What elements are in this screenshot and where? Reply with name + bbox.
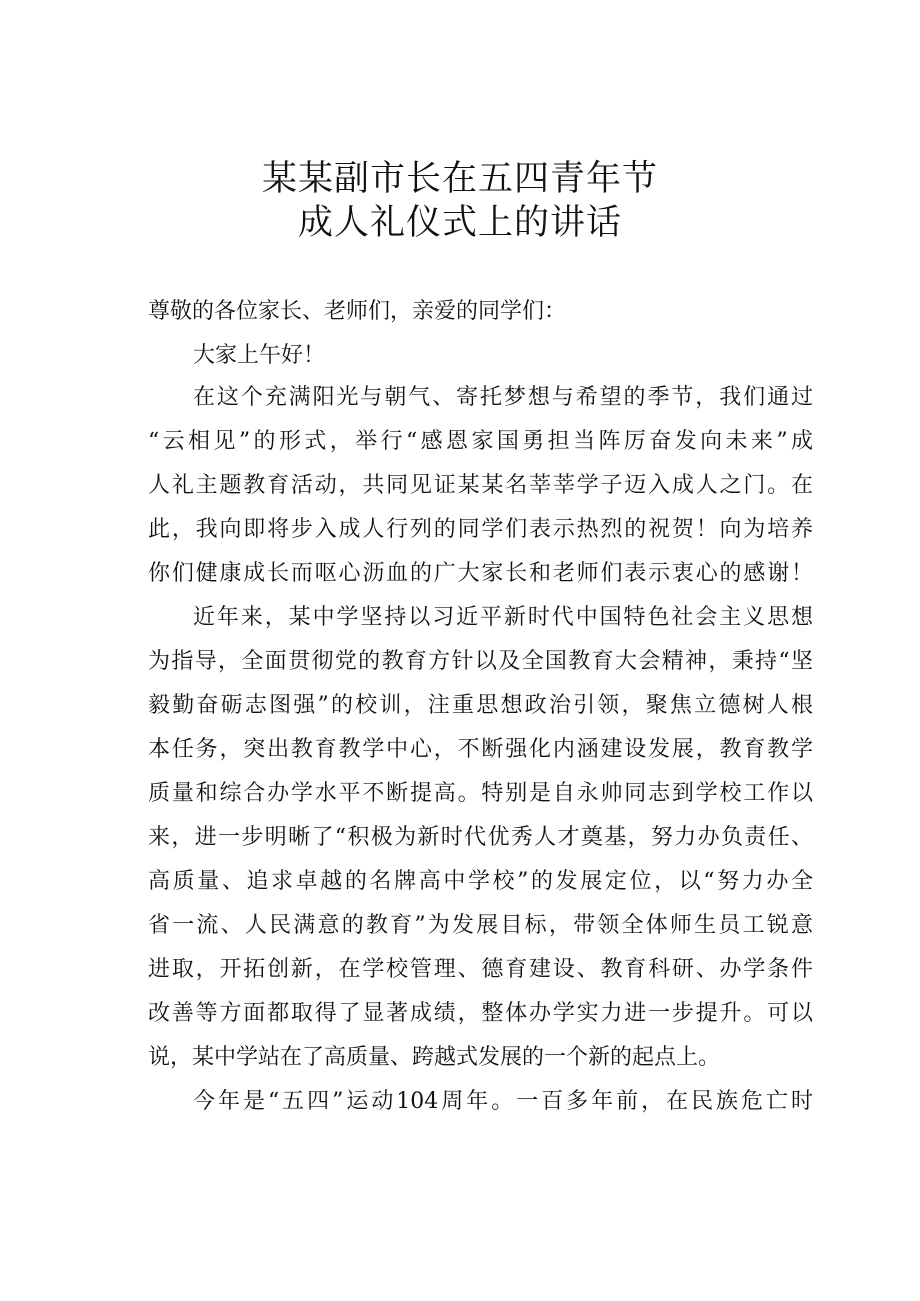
- body-line: 来，进一步明晰了“积极为新时代优秀人才奠基，努力办负责任、: [148, 825, 813, 850]
- body-line: 近年来，某中学坚持以习近平新时代中国特色社会主义思想: [193, 605, 813, 630]
- body-line: 你们健康成长而呕心沥血的广大家长和老师们表示衷心的感谢！: [148, 561, 813, 586]
- body-line: “云相见”的形式，举行“感恩家国勇担当阵厉奋发向未来”成: [148, 429, 813, 454]
- document-title-line-1: 某某副市长在五四青年节: [261, 159, 658, 199]
- body-line: 省一流、人民满意的教育”为发展目标，带领全体师生员工锐意: [148, 913, 813, 938]
- body-line: 人礼主题教育活动，共同见证某某名莘莘学子迈入成人之门。在: [148, 473, 813, 498]
- body-line: 进取，开拓创新，在学校管理、德育建设、教育科研、办学条件: [148, 957, 813, 982]
- body-line: 毅勤奋砺志图强”的校训，注重思想政治引领，聚焦立德树人根: [148, 693, 813, 718]
- body-line: 为指导，全面贯彻党的教育方针以及全国教育大会精神，秉持“坚: [148, 649, 813, 674]
- document-title-line-2: 成人礼仪式上的讲话: [297, 203, 622, 243]
- body-line: 质量和综合办学水平不断提高。特别是自永帅同志到学校工作以: [148, 781, 813, 806]
- body-line: 今年是“五四”运动104周年。一百多年前，在民族危亡时: [193, 1089, 813, 1114]
- greeting: 大家上午好！: [193, 343, 326, 368]
- body-line: 高质量、追求卓越的名牌高中学校”的发展定位，以“努力办全: [148, 869, 813, 894]
- body-line: 说，某中学站在了高质量、跨越式发展的一个新的起点上。: [148, 1045, 721, 1070]
- body-line: 此，我向即将步入成人行列的同学们表示热烈的祝贺！向为培养: [148, 517, 813, 542]
- salutation: 尊敬的各位家长、老师们，亲爱的同学们：: [148, 299, 567, 324]
- body-line: 本任务，突出教育教学中心，不断强化内涵建设发展，教育教学: [148, 737, 813, 762]
- body-line: 在这个充满阳光与朝气、寄托梦想与希望的季节，我们通过: [193, 385, 813, 410]
- body-line: 改善等方面都取得了显著成绩，整体办学实力进一步提升。可以: [148, 1001, 813, 1026]
